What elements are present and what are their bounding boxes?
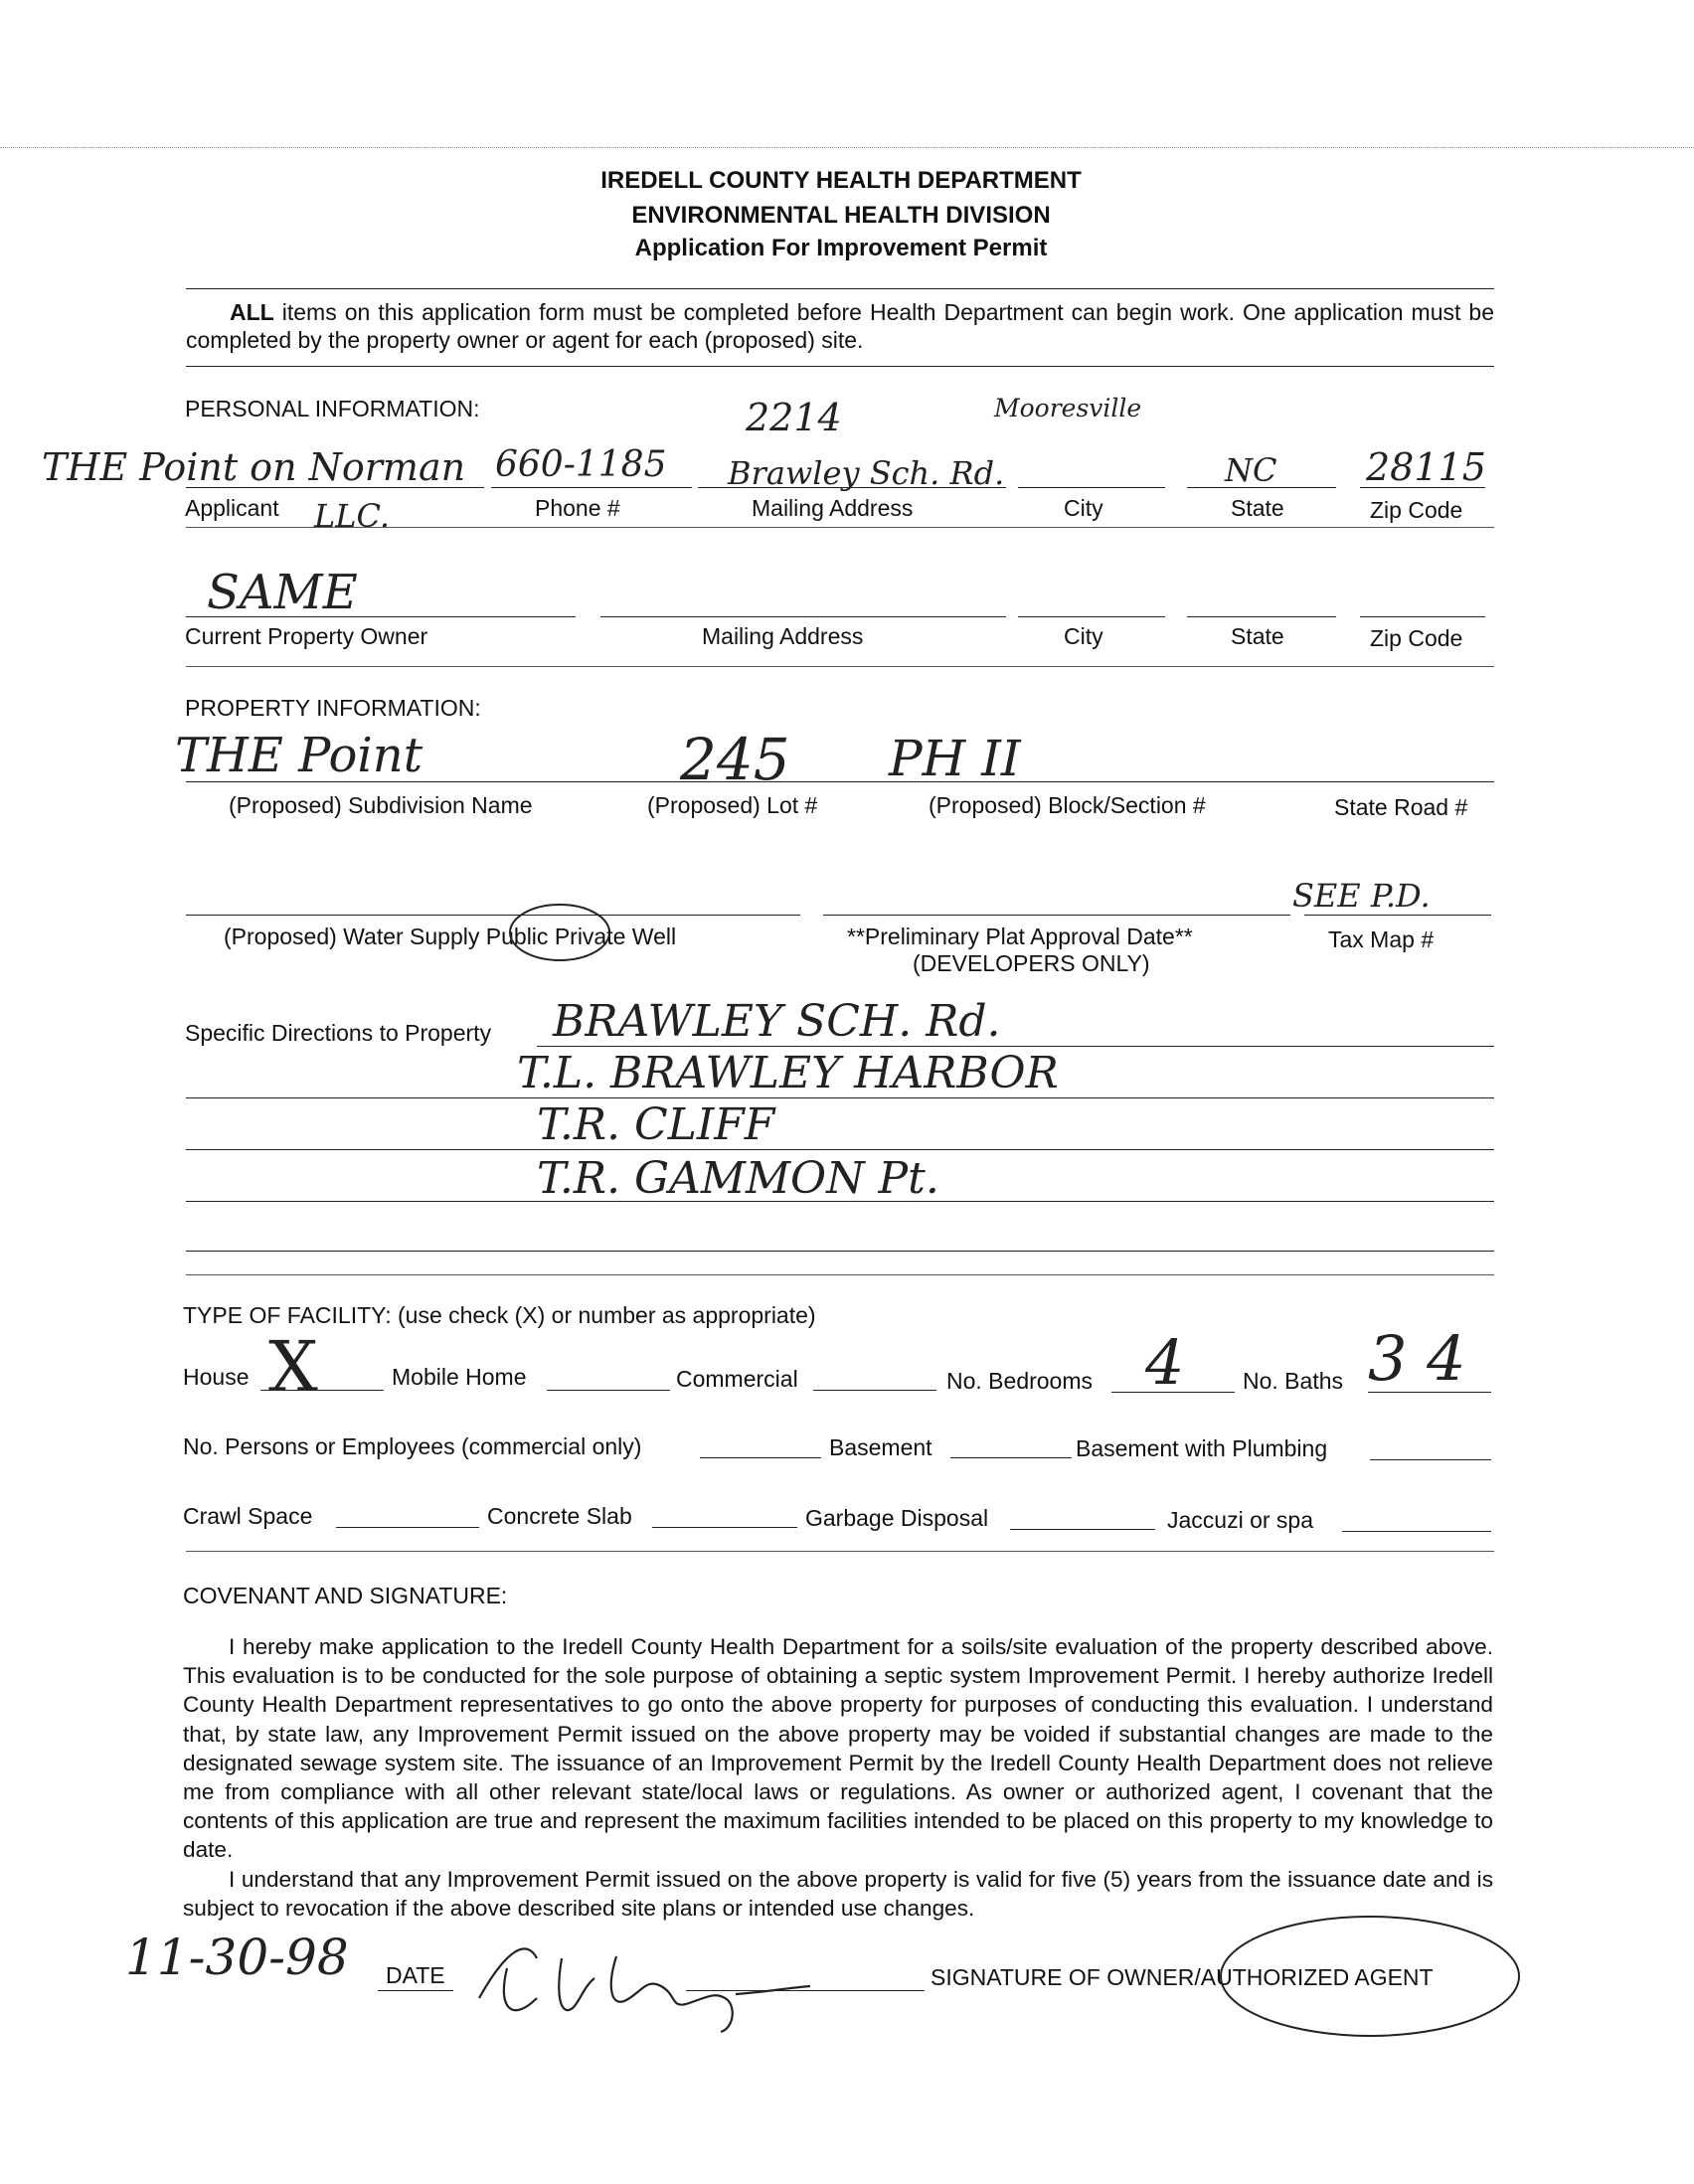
covenant-heading: COVENANT AND SIGNATURE: (183, 1583, 508, 1608)
house-line (260, 1390, 384, 1391)
zip-line (1360, 487, 1485, 488)
crawl-line (336, 1527, 479, 1528)
block-value: PH II (889, 730, 1021, 787)
persons-line (700, 1457, 821, 1458)
rule (186, 527, 1494, 528)
water-private-option: Private Well (554, 924, 677, 949)
slab-line (652, 1527, 797, 1528)
rule (186, 666, 1494, 667)
owner-state-label: State (1231, 623, 1284, 649)
owner-value: SAME (207, 565, 358, 620)
direction-rule (186, 1201, 1494, 1202)
commercial-line (813, 1390, 936, 1391)
water-line (186, 915, 800, 916)
intro-rest: items on this application form must be completed before Health Department can begin work. One application must be completed by the property owner or agent for each (proposed) site. (186, 299, 1494, 353)
applicant-value: THE Point on Norman (42, 445, 466, 489)
house-label: House (183, 1364, 250, 1390)
date-line (378, 1990, 453, 1991)
baths-value: 3 4 (1368, 1322, 1466, 1395)
plat-label: **Preliminary Plat Approval Date** (847, 924, 1193, 949)
bedrooms-label: No. Bedrooms (946, 1368, 1094, 1394)
direction-line-3: T.R. CLIFF (537, 1099, 775, 1150)
phone-line (491, 487, 692, 488)
owner-state-line (1187, 616, 1336, 617)
rule (186, 1551, 1494, 1552)
covenant-paragraph-2: I understand that any Improvement Permit issued on the above property is valid for five (5) years from the issuance date and is subject to revocation if the above described site plans or intended use changes. (183, 1867, 1493, 1922)
owner-label: Current Property Owner (185, 623, 428, 649)
water-supply-text: (Proposed) Water Supply (224, 924, 480, 949)
phone-value: 660-1185 (495, 444, 667, 485)
city-line (1018, 487, 1165, 488)
applicant-line (186, 487, 484, 488)
basement-plumbing-line (1370, 1459, 1491, 1460)
basement-plumbing-label: Basement with Plumbing (1076, 1435, 1328, 1461)
rule (186, 1274, 1494, 1275)
applicant-suffix: LLC. (314, 497, 391, 535)
water-public-option: Public (485, 924, 549, 949)
subdivision-value: THE Point (175, 728, 423, 783)
date-label: DATE (386, 1962, 445, 1988)
direction-rule (186, 1149, 1494, 1150)
direction-rule (186, 1097, 1494, 1098)
house-check-mark: X (268, 1326, 318, 1408)
crawl-space-label: Crawl Space (183, 1503, 313, 1529)
owner-address-line (600, 616, 1006, 617)
state-label: State (1231, 495, 1284, 521)
city-label: City (1064, 495, 1103, 521)
address-line (698, 487, 1006, 488)
applicant-label: Applicant (185, 495, 279, 521)
taxmap-label: Tax Map # (1328, 926, 1435, 952)
baths-label: No. Baths (1243, 1368, 1343, 1394)
covenant-paragraph-1: I hereby make application to the Iredell County Health Department for a soils/site evaluation of the property described above. This evaluation is to be conducted for the sole purpose of obtaining a septic system Improvement Permit. I hereby authorize Iredell County Health Department representatives to go onto the above property for purposes of conducting this evaluation. I understand that, by state law, any Improvement Permit issued on the above property may be voided if substantial changes are made to the designated sewage system site. The issuance of an Improvement Permit by the Iredell County Health Department does not relieve me from compliance with all other relevant state/local laws or regulations. As owner or authorized agent, I covenant that the contents of this application are true and represent the maximum facilities intended to be placed on this property to my knowledge to date. (183, 1634, 1493, 1863)
state-value: NC (1225, 451, 1277, 489)
concrete-slab-label: Concrete Slab (487, 1503, 632, 1529)
owner-zip-line (1360, 616, 1485, 617)
zip-label: Zip Code (1370, 497, 1463, 523)
owner-city-label: City (1064, 623, 1103, 649)
phone-label: Phone # (535, 495, 620, 521)
header-form-title: Application For Improvement Permit (634, 235, 1048, 261)
owner-line (186, 616, 576, 617)
authorized-agent-circle-mark (1213, 1905, 1531, 2044)
public-circle-mark (505, 897, 614, 966)
signature-line (686, 1990, 925, 1991)
taxmap-value: SEE P.D. (1292, 877, 1431, 915)
block-label: (Proposed) Block/Section # (929, 792, 1206, 818)
direction-line-2: T.L. BRAWLEY HARBOR (517, 1048, 1059, 1098)
city-value: Mooresville (994, 394, 1142, 422)
bedrooms-value: 4 (1145, 1326, 1185, 1399)
date-value: 11-30-98 (125, 1929, 349, 1986)
intro-all: ALL (230, 299, 274, 325)
zip-value: 28115 (1366, 445, 1486, 489)
header-title: IREDELL COUNTY HEALTH DEPARTMENT (600, 167, 1082, 194)
direction-rule (186, 1251, 1494, 1252)
header-division: ENVIRONMENTAL HEALTH DIVISION (631, 202, 1051, 229)
state-road-label: State Road # (1334, 794, 1468, 820)
persons-label: No. Persons or Employees (commercial only) (183, 1433, 642, 1459)
street-value: Brawley Sch. Rd. (728, 454, 1005, 492)
plat-sublabel: (DEVELOPERS ONLY) (913, 950, 1150, 976)
direction-line-1: BRAWLEY SCH. Rd. (553, 996, 1001, 1047)
mailing-address-label: Mailing Address (752, 495, 914, 521)
signature-label: SIGNATURE OF OWNER/AUTHORIZED AGENT (931, 1964, 1434, 1990)
subdivision-label: (Proposed) Subdivision Name (229, 792, 533, 818)
state-line (1187, 487, 1336, 488)
basement-line (950, 1457, 1072, 1458)
lot-label: (Proposed) Lot # (647, 792, 818, 818)
direction-line-4: T.R. GAMMON Pt. (537, 1153, 939, 1204)
signature-image (467, 1929, 825, 2048)
owner-address-label: Mailing Address (702, 623, 864, 649)
basement-label: Basement (829, 1434, 932, 1460)
property-heading: PROPERTY INFORMATION: (185, 695, 481, 721)
taxmap-line (1304, 915, 1491, 916)
scan-dotted-line (0, 147, 1694, 148)
mobile-home-label: Mobile Home (392, 1364, 527, 1390)
property-line (186, 781, 1494, 782)
direction-rule (537, 1046, 1494, 1047)
baths-line (1368, 1392, 1491, 1393)
rule (186, 366, 1494, 367)
jacuzzi-label: Jaccuzi or spa (1167, 1507, 1314, 1533)
directions-label: Specific Directions to Property (185, 1020, 492, 1046)
plat-line (823, 915, 1290, 916)
intro-text (186, 298, 1494, 354)
rule (186, 288, 1494, 289)
garbage-line (1010, 1529, 1155, 1530)
facility-heading: TYPE OF FACILITY: (use check (X) or number as appropriate) (183, 1302, 816, 1328)
personal-heading: PERSONAL INFORMATION: (185, 396, 480, 421)
mobile-line (547, 1390, 670, 1391)
owner-zip-label: Zip Code (1370, 625, 1463, 651)
bedrooms-line (1111, 1392, 1235, 1393)
jacuzzi-line (1342, 1531, 1491, 1532)
commercial-label: Commercial (676, 1366, 798, 1392)
lot-value: 245 (680, 726, 790, 793)
address-number: 2214 (746, 396, 842, 439)
garbage-disposal-label: Garbage Disposal (805, 1505, 989, 1531)
owner-city-line (1018, 616, 1165, 617)
